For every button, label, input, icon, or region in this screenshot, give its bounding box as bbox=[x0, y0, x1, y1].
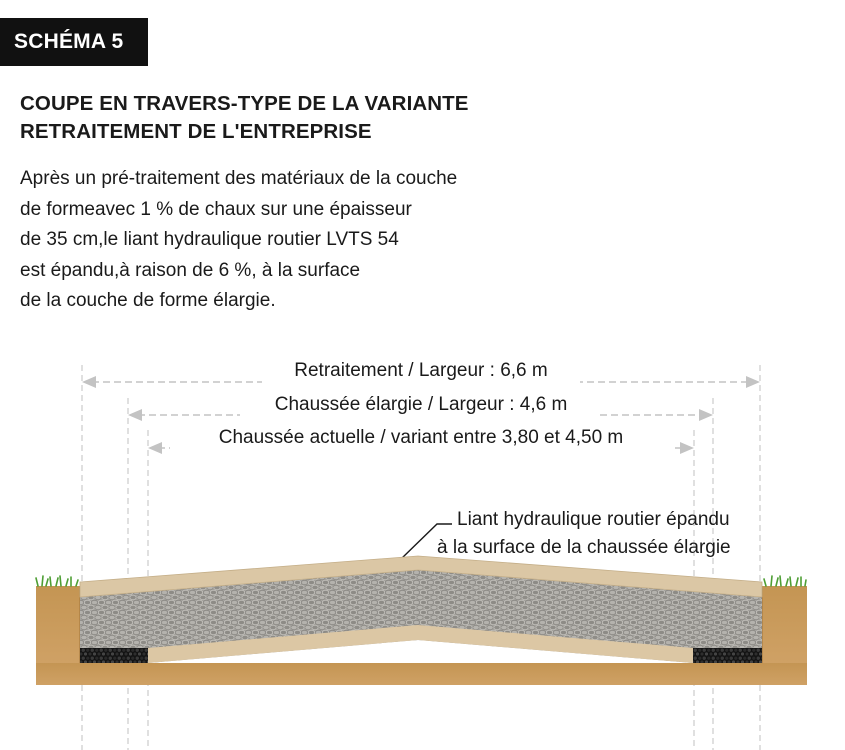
label-retraitement: Retraitement / Largeur : 6,6 m bbox=[294, 360, 548, 381]
arrowhead-left-icon bbox=[148, 442, 162, 454]
label-chaussee-elargie: Chaussée élargie / Largeur : 4,6 m bbox=[274, 394, 568, 415]
arrowhead-right-icon bbox=[746, 376, 760, 388]
dark-stone-right bbox=[693, 648, 762, 663]
dark-stone-left bbox=[80, 648, 148, 663]
description-line-2: de formeavec 1 % de chaux sur une épaisseur bbox=[20, 198, 412, 220]
description-line-3: de 35 cm,le liant hydraulique routier LVTS 54 bbox=[20, 229, 399, 250]
dimension-chaussee-elargie bbox=[128, 390, 713, 421]
description-line-4: est épandu,à raison de 6 %, à la surface bbox=[20, 259, 361, 281]
callout-line-2: à la surface de la chaussée élargie bbox=[437, 537, 731, 558]
dimension-retraitement bbox=[82, 356, 760, 388]
arrowhead-right-icon bbox=[699, 409, 713, 421]
grass-right-icon bbox=[764, 576, 806, 586]
arrowhead-left-icon bbox=[82, 376, 96, 388]
label-chaussee-actuelle: Chaussée actuelle / variant entre 3,80 et 4,50 m bbox=[218, 427, 624, 448]
title-line-2: RETRAITEMENT DE L'ENTREPRISE bbox=[20, 120, 372, 143]
dimension-chaussee-actuelle bbox=[148, 423, 694, 454]
arrowhead-left-icon bbox=[128, 409, 142, 421]
description-line-1: Après un pré-traitement des matériaux de la couche bbox=[20, 168, 458, 189]
callout-line-1: Liant hydraulique routier épandu bbox=[457, 509, 730, 530]
schema-badge: SCHÉMA 5 bbox=[0, 18, 148, 66]
title-line-1: COUPE EN TRAVERS-TYPE DE LA VARIANTE bbox=[20, 92, 469, 115]
arrowhead-right-icon bbox=[680, 442, 694, 454]
binder-callout bbox=[401, 509, 731, 559]
grass-left-icon bbox=[36, 576, 78, 586]
description-line-5: de la couche de forme élargie. bbox=[20, 290, 276, 311]
